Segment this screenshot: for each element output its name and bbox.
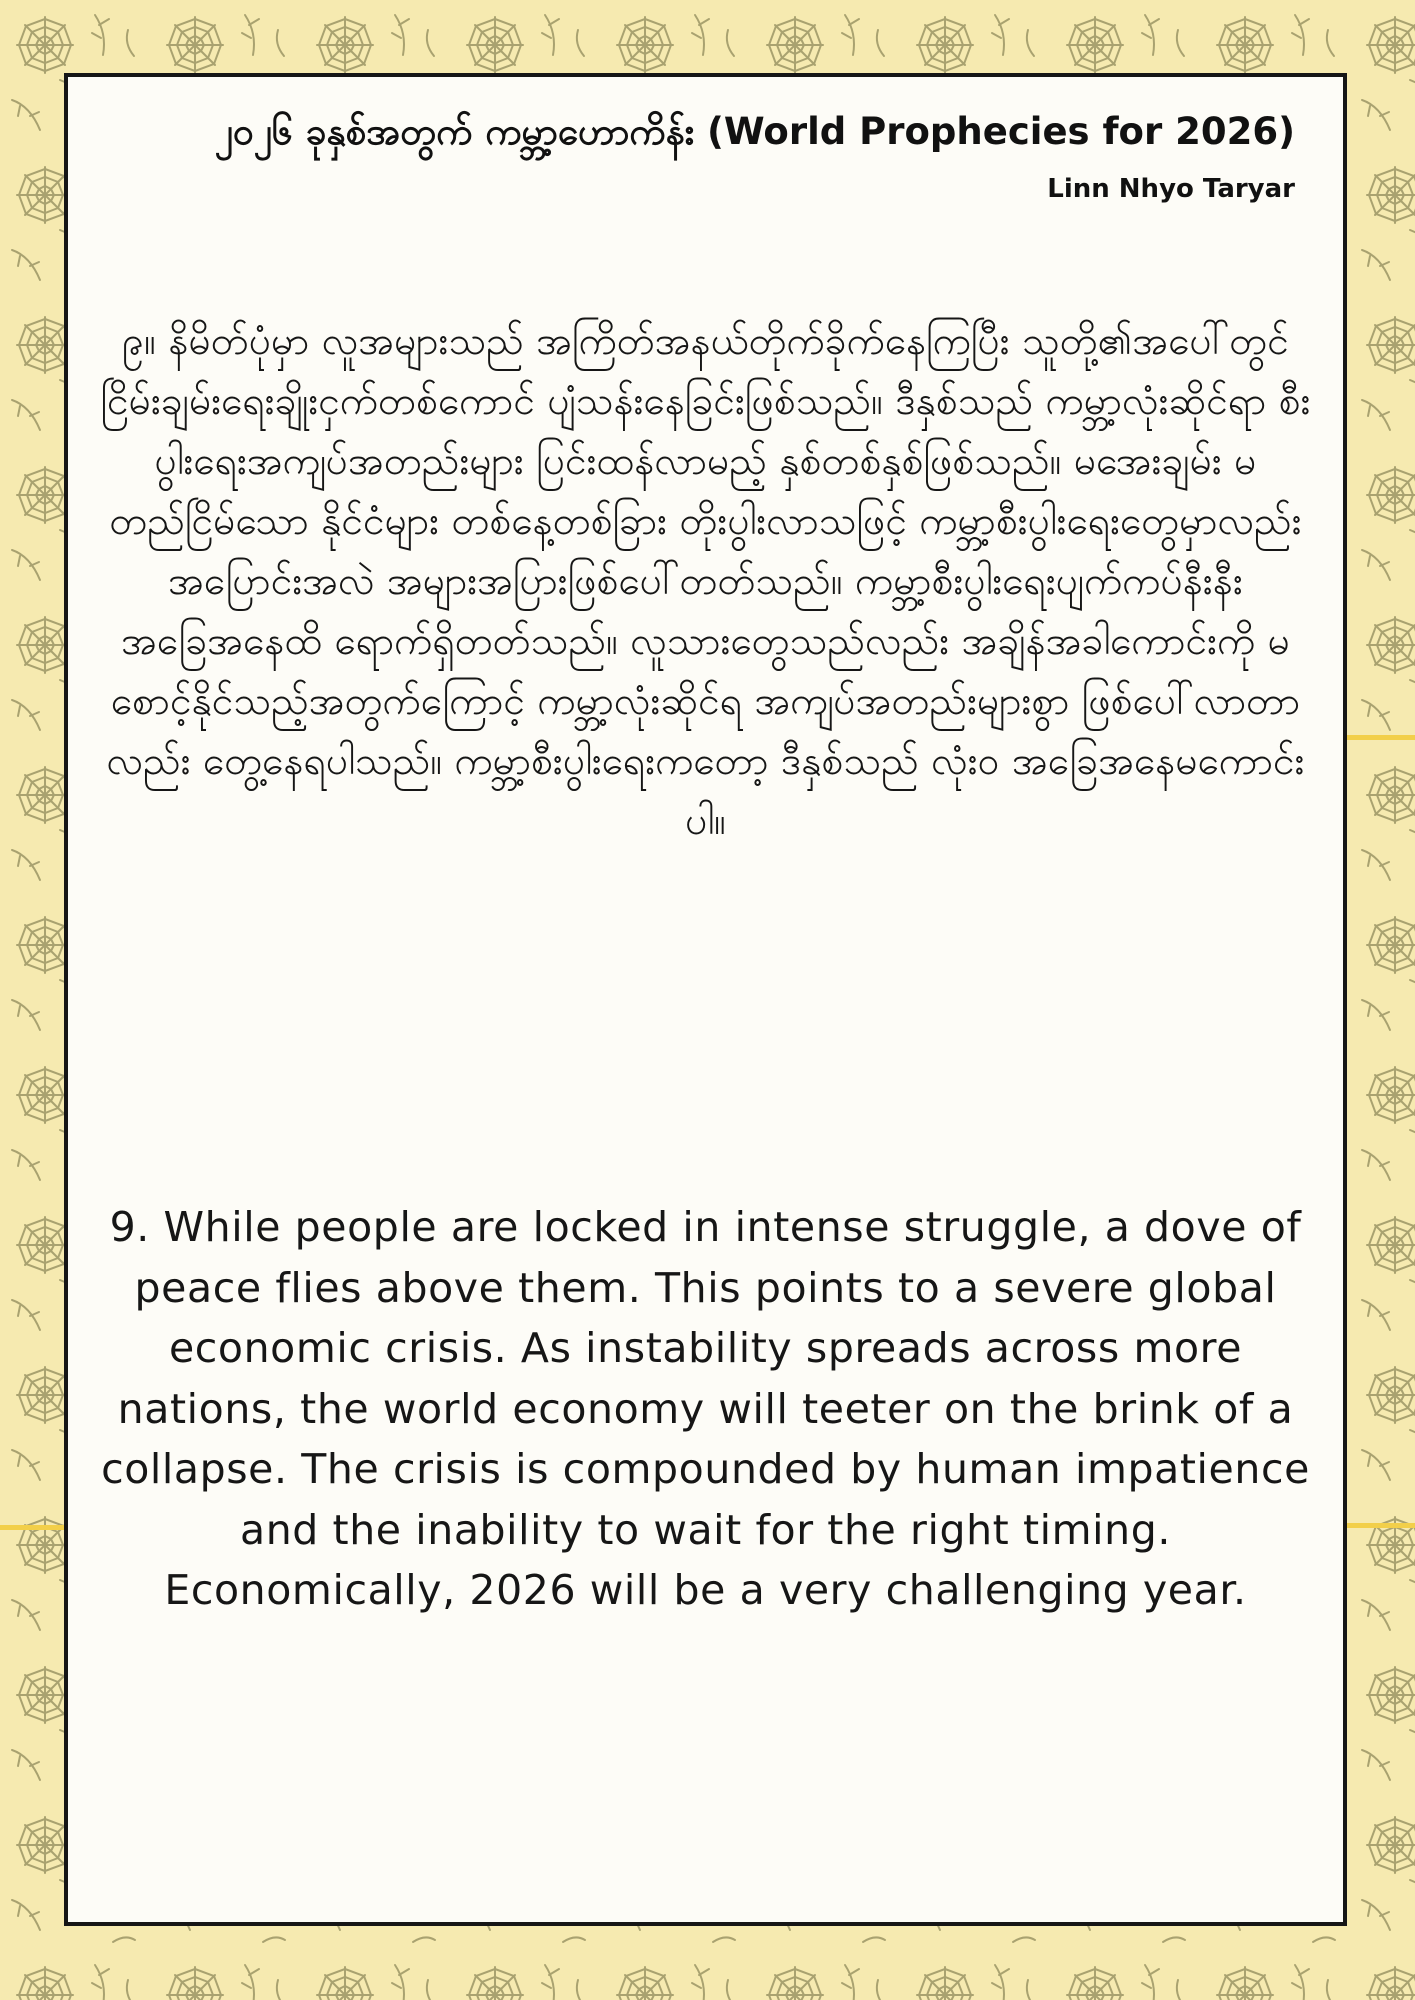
left-accent-stripe [0, 1525, 64, 1530]
right-accent-stripe-upper [1347, 735, 1415, 740]
page-title: ၂၀၂၆ ခုနှစ်အတွက် ကမ္ဘာ့ဟောကိန်း (World Prophecies for 2026) [214, 110, 1295, 153]
right-accent-stripe-lower [1347, 1523, 1415, 1528]
english-paragraph: 9. While people are locked in intense struggle, a dove of peace flies above them. This points to a severe global economic crisis. As instability spreads across more nations, the world economy will teeter on the brink of a collapse. The crisis is compounded by human impatience and the inability to wait for the right timing. Economically, 2026 will be a very challenging year. [101, 1203, 1310, 1614]
myanmar-paragraph: ၉။ နိမိတ်ပုံမှာ လူအများသည် အကြိတ်အနယ်တိုက်ခိုက်နေကြပြီး သူတို့၏အပေါ်တွင် ငြိမ်းချမ်းရေးချိုးငှက်တစ်ကောင် ပျံသန်းနေခြင်းဖြစ်သည်။ ဒီနှစ်သည် ကမ္ဘာ့လုံးဆိုင်ရာ စီးပွါးရေးအကျပ်အတည်းများ ပြင်းထန်လာမည့် နှစ်တစ်နှစ်ဖြစ်သည်။ မအေးချမ်း မတည်ငြိမ်သော နိုင်ငံများ တစ်နေ့တစ်ခြား တိုးပွါးလာသဖြင့် ကမ္ဘာ့စီးပွါးရေးတွေမှာလည်း အပြောင်းအလဲ အများအပြားဖြစ်ပေါ်တတ်သည်။ ကမ္ဘာ့စီးပွါးရေးပျက်ကပ်နီးနီး အခြေအနေထိ ရောက်ရှိတတ်သည်။ လူသားတွေသည်လည်း အချိန်အခါကောင်းကို မစောင့်နိုင်သည့်အတွက်ကြောင့် ကမ္ဘာ့လုံးဆိုင်ရ အကျပ်အတည်းများစွာ ဖြစ်ပေါ်လာတာလည်း တွေ့နေရပါသည်။ ကမ္ဘာ့စီးပွါးရေးကတော့ ဒီနှစ်သည် လုံး၀ အခြေအနေမကောင်းပါ။ [100, 319, 1311, 844]
author-name: Linn Nhyo Taryar [1047, 174, 1295, 204]
content-panel [64, 73, 1347, 1926]
